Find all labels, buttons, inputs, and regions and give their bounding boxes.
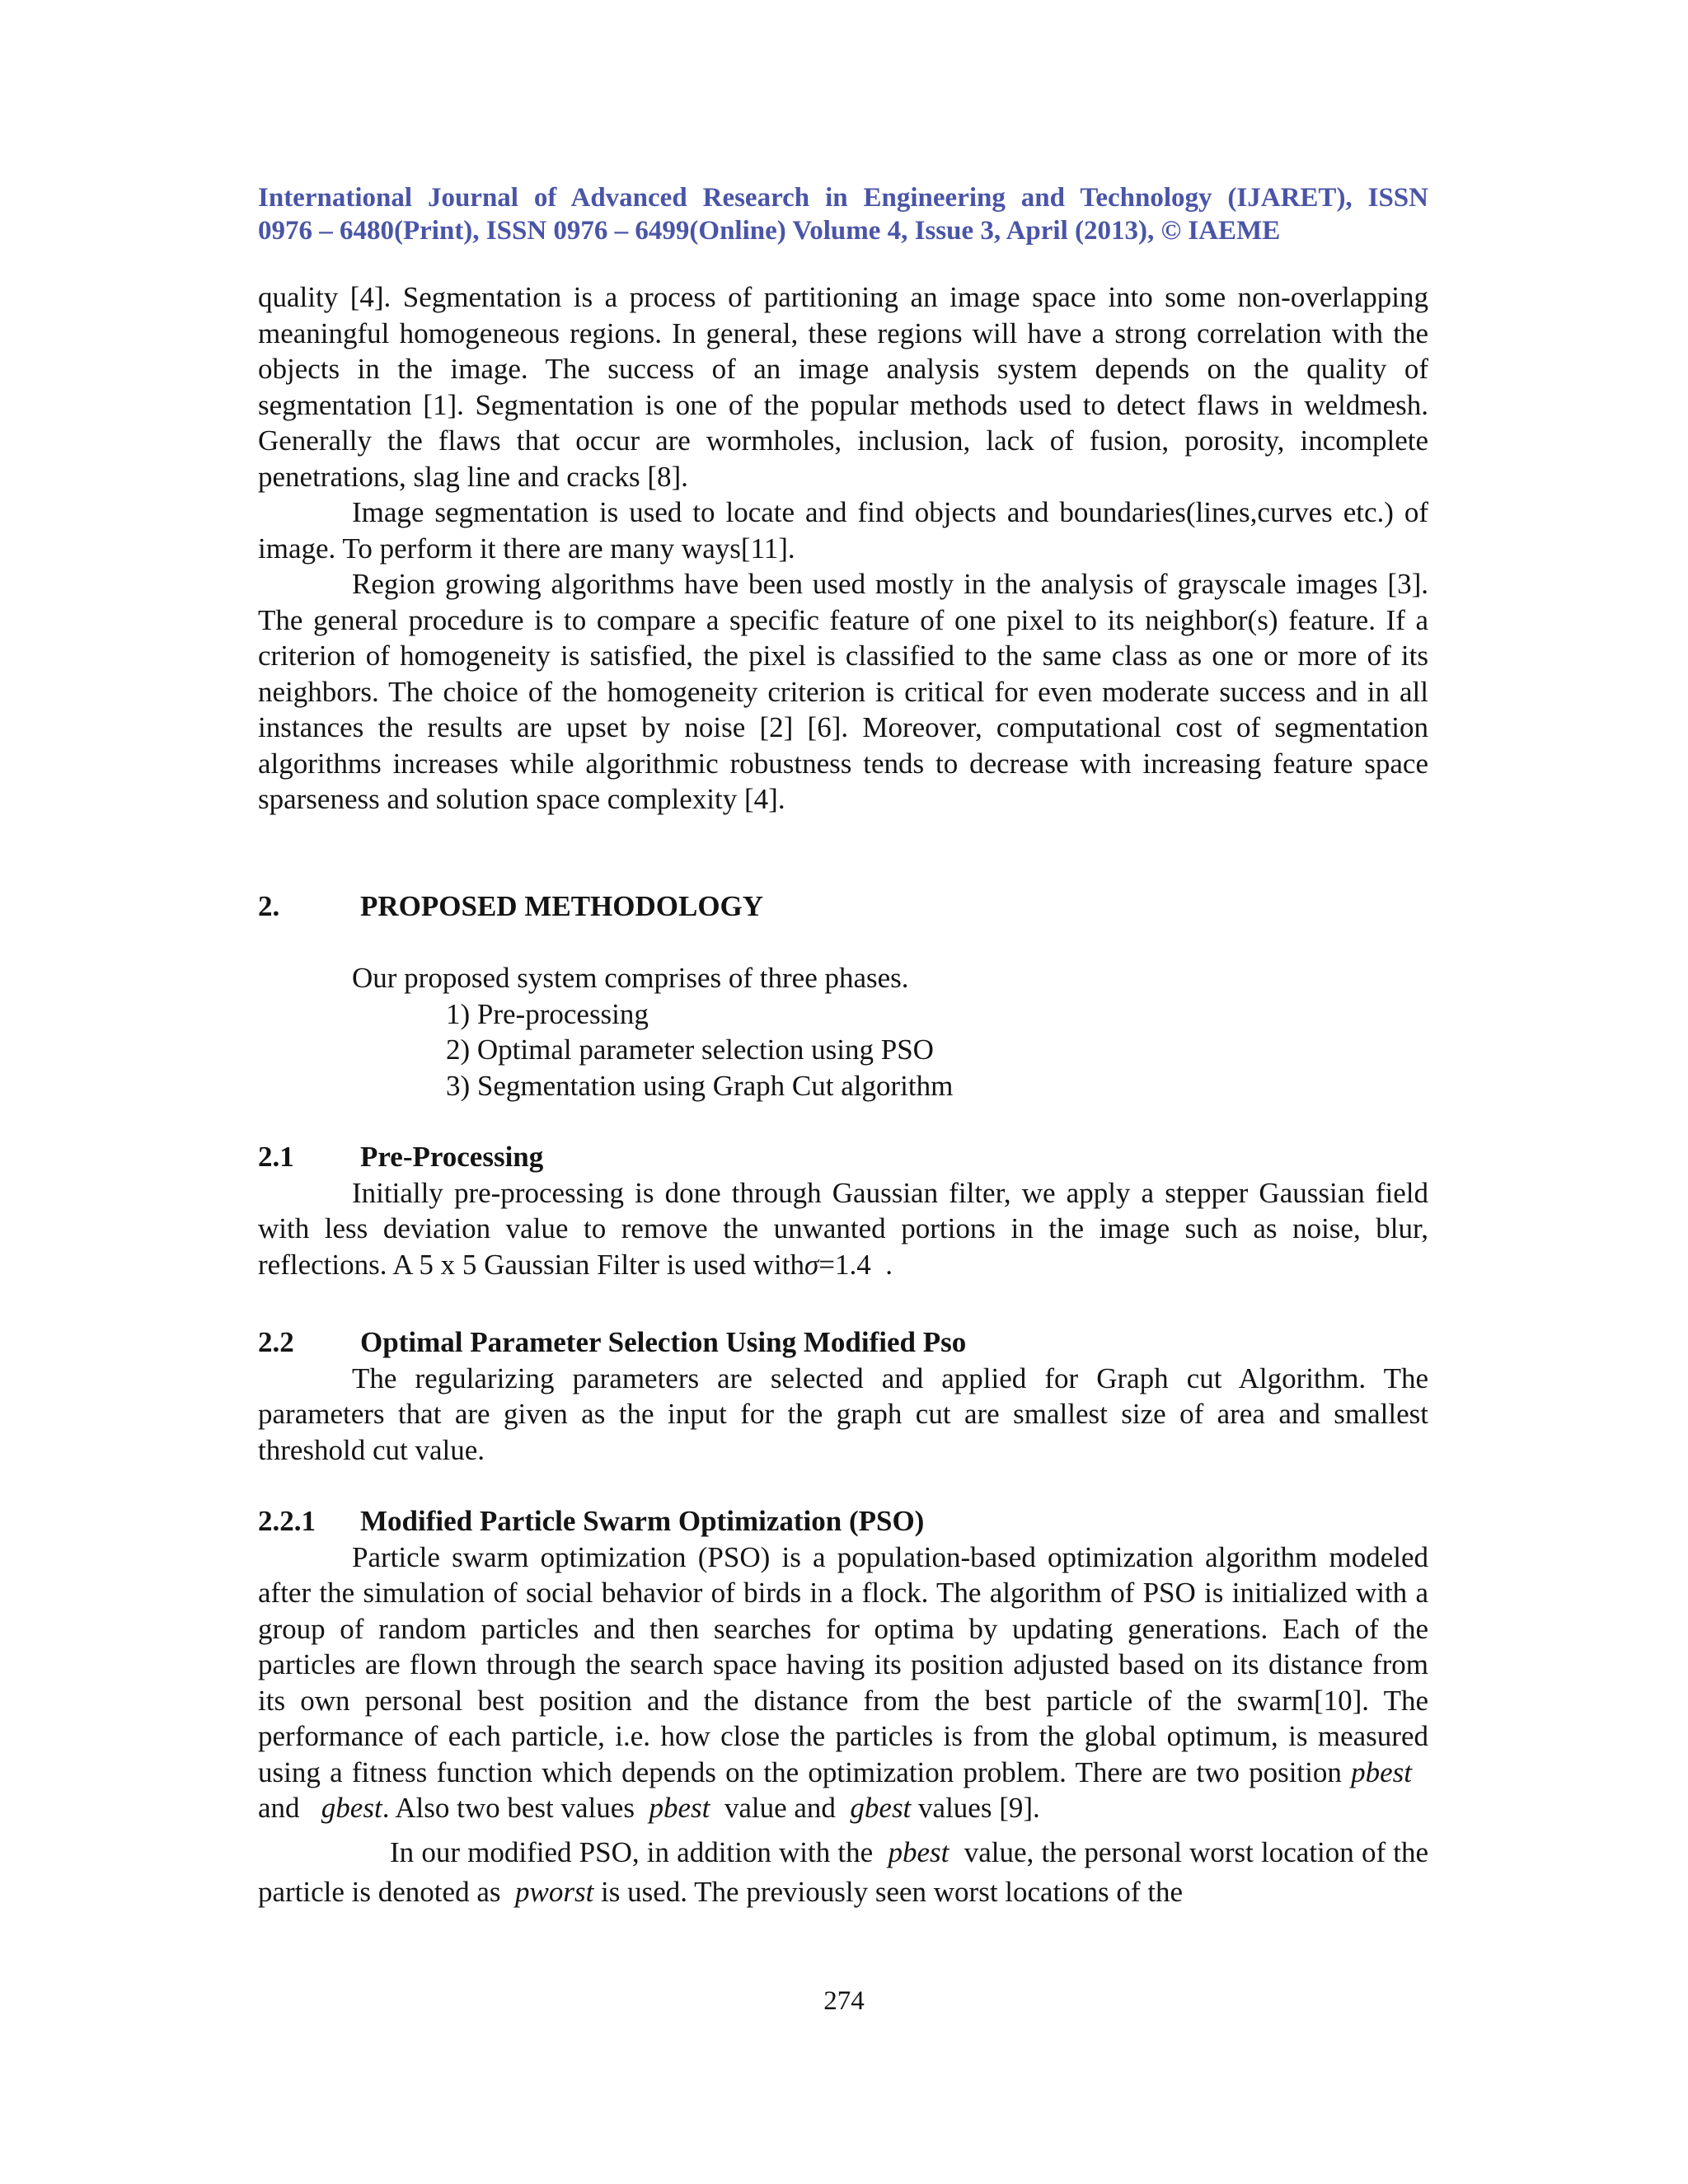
section-2-1-text: Initially pre-processing is done through Gaussian filter, we apply a stepper Gaussian field with less deviation value to remove the unwanted portions in the image such as noise, blur, reflections. A 5 x 5 Gaussian Filter is used with xyxy=(258,1176,1428,1281)
section-2-2-title: Optimal Parameter Selection Using Modified Pso xyxy=(360,1326,967,1358)
modified-pso-text-a: In our modified PSO, in addition with the xyxy=(390,1835,874,1868)
section-2-1 xyxy=(258,1139,1428,1282)
section-2-heading xyxy=(258,888,1428,925)
sigma-symbol: σ xyxy=(804,1248,819,1281)
intro-paragraph-1: quality [4]. Segmentation is a process of partitioning an image space into some non-overlapping meaningful homogeneous regions. In general, these regions will have a strong correlation with the objects in the image. The success of an image analysis system depends on the quality of segmentation [1]. Segmentation is one of the popular methods used to detect flaws in weldmesh. Generally the flaws that occur are wormholes, inclusion, lack of fusion, porosity, incomplete penetrations, slag line and cracks [8]. xyxy=(258,281,1428,493)
modified-pso-text-d: is used. The previously seen worst locations of the xyxy=(601,1875,1184,1908)
intro-paragraph-3: Region growing algorithms have been used mostly in the analysis of grayscale images [3]. The general procedure is to compare a specific feature of one pixel to its neighbor(s) feature. If a criterion of homogeneity is satisfied, the pixel is classified to the same class as one or more of its neighbors. The choice of the homogeneity criterion is critical for even moderate success and in all instances the results are upset by noise [2] [6]. Moreover, computational cost of segmentation algorithms increases while algorithmic robustness tends to decrease with increasing feature space sparseness and solution space complexity [4]. xyxy=(258,568,1428,815)
section-2-2-paragraph: The regularizing parameters are selected and applied for Graph cut Algorithm. The parameters that are given as the input for the graph cut are smallest size of area and smallest threshold cut value. xyxy=(258,1361,1428,1466)
intro-section xyxy=(258,279,1428,818)
modified-pso-text-c: of the particle is denoted as xyxy=(258,1835,1429,1908)
section-2-2-number: 2.2 xyxy=(258,1326,294,1358)
section-2-2-heading xyxy=(258,1324,1428,1361)
intro-paragraph-2: Image segmentation is used to locate and find objects and boundaries(lines,curves etc.) of image. To perform it there are many ways[11]. xyxy=(258,496,1428,565)
journal-header-line2: 0976 – 6480(Print), ISSN 0976 – 6499(Online) Volume 4, Issue 3, April (2013), © IAEME xyxy=(258,216,1281,246)
page-number: 274 xyxy=(823,1986,865,2016)
section-2-2-1-paragraph-2 xyxy=(258,1833,1428,1912)
phase-item-2: 2) Optimal parameter selection using PSO xyxy=(446,1033,934,1066)
pbest-term-2: pbest xyxy=(649,1792,710,1824)
phase-item-3: 3) Segmentation using Graph Cut algorithm xyxy=(446,1069,954,1102)
section-2-1-title: Pre-Processing xyxy=(360,1141,544,1173)
values-ref-text: values [9]. xyxy=(918,1792,1040,1824)
section-2-2-1-heading xyxy=(258,1503,1428,1540)
best-values-text: best values xyxy=(507,1792,635,1824)
section-2-2-1 xyxy=(258,1503,1428,1912)
section-2 xyxy=(258,888,1428,1104)
section-2-1-paragraph xyxy=(258,1175,1428,1283)
section-2-intro: Our proposed system comprises of three phases. xyxy=(352,962,909,994)
journal-header xyxy=(258,181,1428,247)
section-2-2-1-title: Modified Particle Swarm Optimization (PSO) xyxy=(360,1505,925,1537)
and-word: and xyxy=(258,1792,300,1824)
section-2-2-1-number: 2.2.1 xyxy=(258,1505,316,1537)
pbest-term: pbest xyxy=(1351,1755,1413,1788)
gbest-term: gbest xyxy=(321,1792,382,1824)
sigma-value: =1.4 xyxy=(818,1248,871,1281)
gbest-term-2: gbest xyxy=(850,1792,912,1824)
phase-item-1: 1) Pre-processing xyxy=(446,997,649,1030)
value-and-text: value and xyxy=(724,1792,836,1824)
modified-pso-text-b: value, the personal worst location xyxy=(964,1835,1354,1868)
sentence-end: . xyxy=(885,1248,893,1281)
journal-header-line1: International Journal of Advanced Research in Engineering and Technology (IJARET), ISSN xyxy=(258,183,1428,213)
after-gbest-text: . Also two xyxy=(382,1792,500,1824)
pworst-term: pworst xyxy=(514,1875,594,1908)
section-2-1-heading xyxy=(258,1139,1428,1175)
pso-text: Particle swarm optimization (PSO) is a population-based optimization algorithm modeled after the simulation of social behavior of birds in a flock. The algorithm of PSO is initialized with a group of random particles and then searches for optima by updating generations. Each of the particles are flown through the search space having its position adjusted based on its distance from its own personal best position and the distance from the best particle of the swarm[10]. The performance of each particle, i.e. how close the particles is from the global optimum, is measured using a fitness function which depends on the optimization problem. There are two position xyxy=(258,1540,1428,1788)
pbest-term-3: pbest xyxy=(888,1835,950,1868)
section-2-2-1-paragraph-1 xyxy=(258,1540,1428,1826)
section-2-2 xyxy=(258,1324,1428,1468)
section-2-number: 2. xyxy=(258,890,280,922)
section-2-title: PROPOSED METHODOLOGY xyxy=(360,890,764,922)
section-2-1-number: 2.1 xyxy=(258,1141,294,1173)
